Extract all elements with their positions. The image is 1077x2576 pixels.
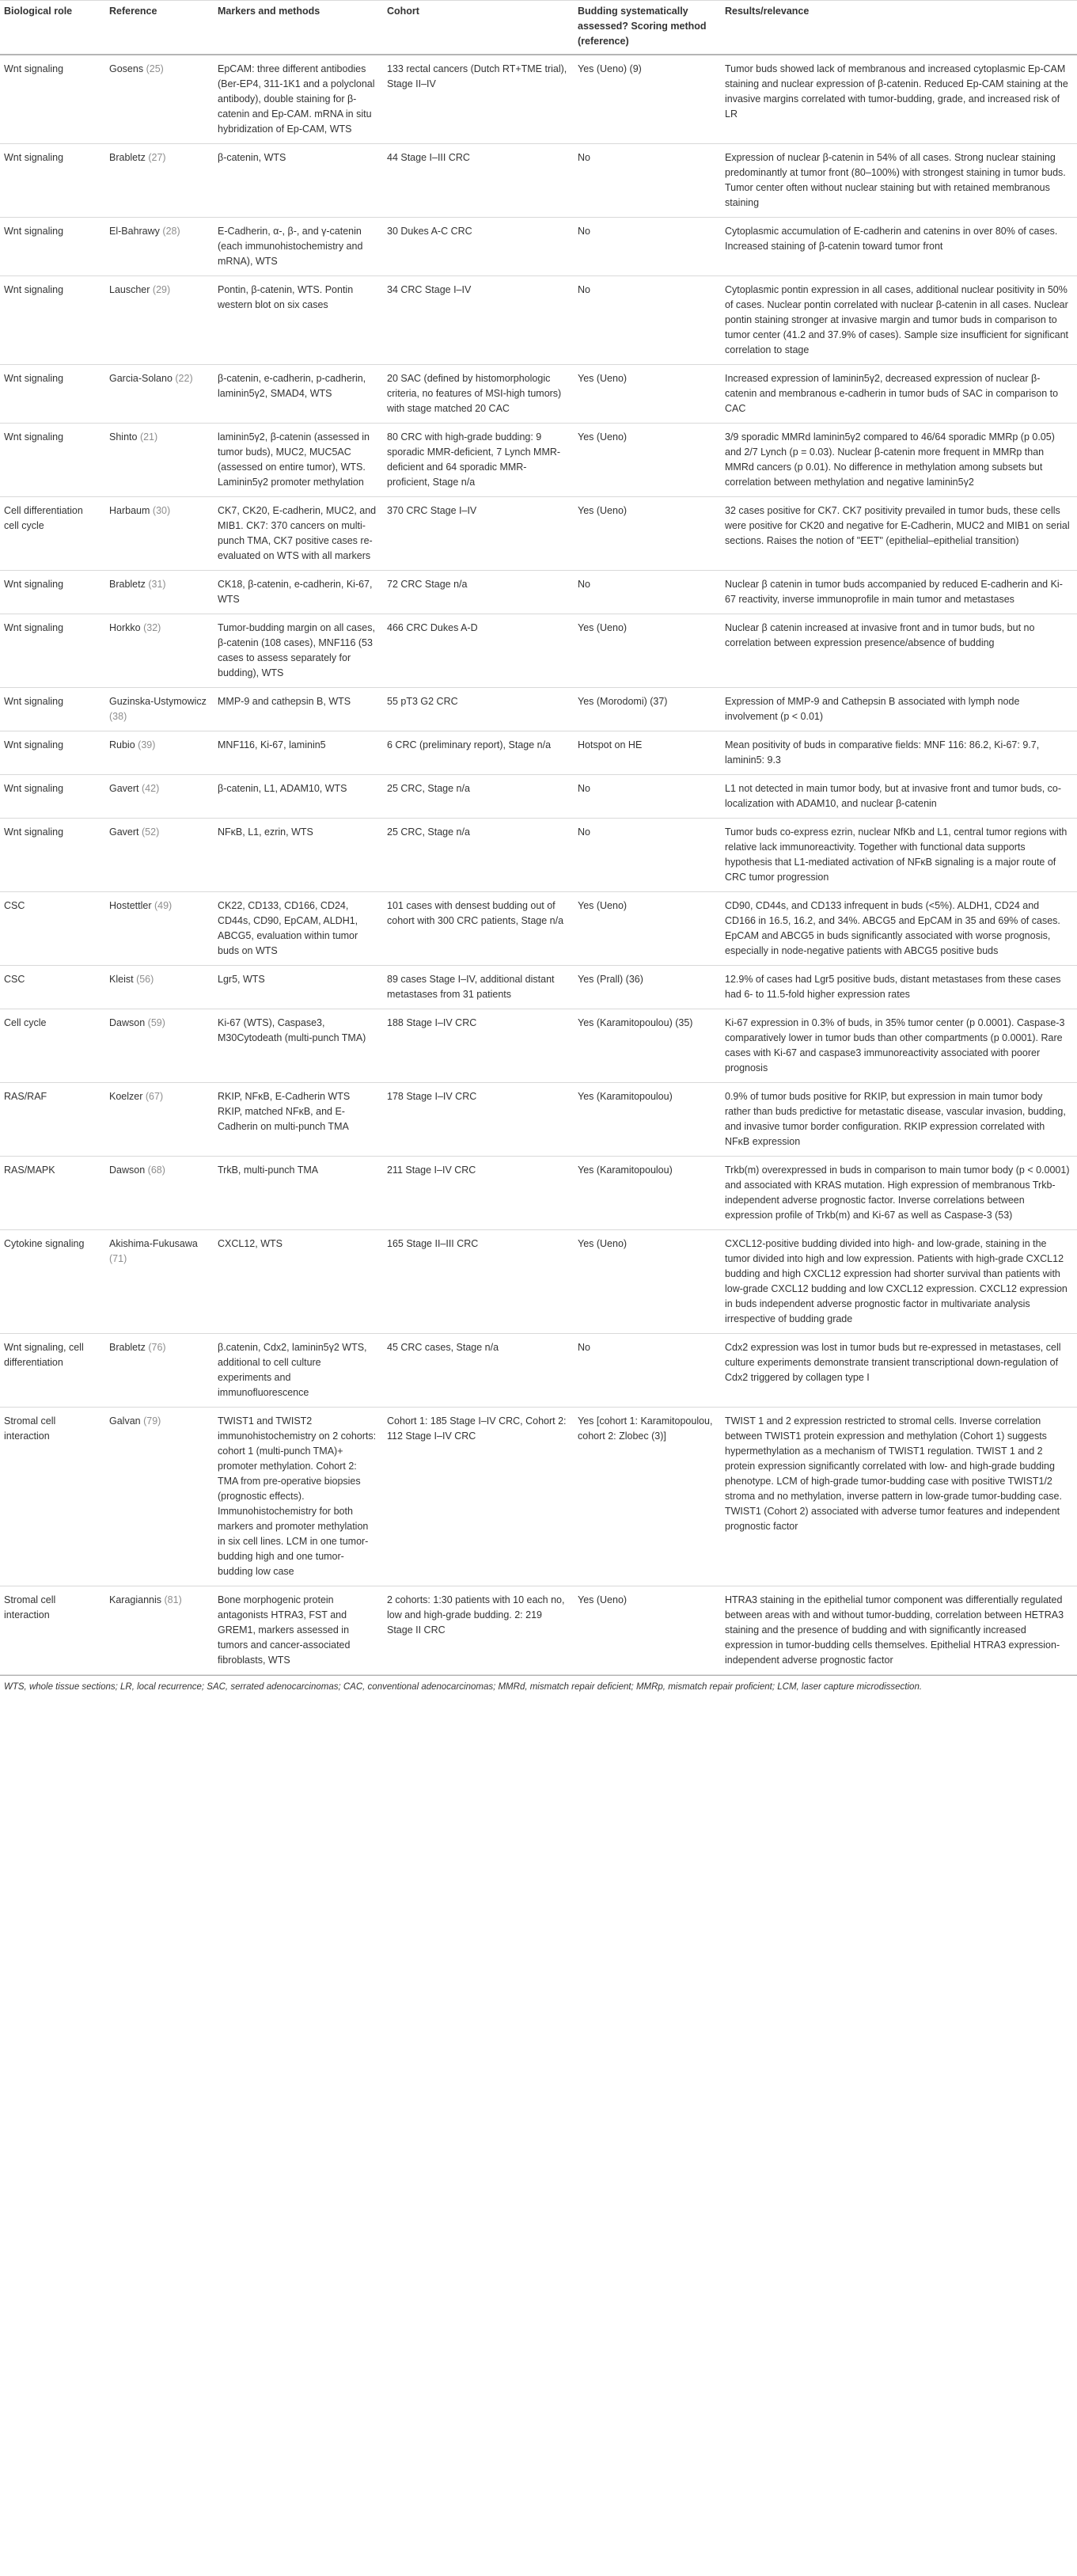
table-row [0,731,1077,775]
cell-markers-methods: β-catenin, WTS [214,144,383,218]
reference-number-link[interactable]: (27) [148,152,166,163]
cell-results-relevance: CD90, CD44s, and CD133 infrequent in buds (<5%). ALDH1, CD24 and CD166 in 16.5, 16.2, and 34%. ABCG5 and EpCAM in 35 and 69% of cases. EpCAM and ABCG5 in buds significantly associated with worse prognosis, especially in node-negative patients with ABCG5 positive buds [721,892,1077,966]
cell-reference [105,1230,214,1334]
cell-budding-assessment: Yes (Ueno) [574,892,721,966]
cell-budding-assessment: No [574,144,721,218]
cell-results-relevance: Ki-67 expression in 0.3% of buds, in 35% tumor center (p 0.0001). Caspase-3 comparatively lower in tumor buds than other compartments (p 0.0001). Rare cases with Ki-67 and caspase3 immunoreactivity associated with poorer prognosis [721,1009,1077,1083]
cell-markers-methods: RKIP, NFκB, E-Cadherin WTS RKIP, matched NFκB, and E-Cadherin on multi-punch TMA [214,1083,383,1157]
reference-number-link[interactable]: (42) [142,783,160,794]
table-row [0,819,1077,892]
cell-markers-methods: E-Cadherin, α-, β-, and γ-catenin (each immunohistochemistry and mRNA), WTS [214,218,383,276]
cell-reference [105,1083,214,1157]
cell-markers-methods: CK7, CK20, E-cadherin, MUC2, and MIB1. CK7: 370 cancers on multi-punch TMA, CK7 positive cases re-evaluated on WTS with all markers [214,497,383,571]
cell-reference [105,365,214,424]
cell-markers-methods: Ki-67 (WTS), Caspase3, M30Cytodeath (multi-punch TMA) [214,1009,383,1083]
cell-results-relevance: Cytoplasmic pontin expression in all cases, additional nuclear positivity in 50% of cases. Nuclear pontin correlated with nuclear β-catenin in all cases. Nuclear pontin staining stronger at invasive margin and tumor buds in comparison to tumor center (41.2 and 37.9% of cases). Sample size insufficient for significant correlation to stage [721,276,1077,365]
header-cohort: Cohort [383,1,574,55]
cell-biological-role: Cell differentiation cell cycle [0,497,105,571]
cell-biological-role: CSC [0,892,105,966]
reference-number-link[interactable]: (38) [109,711,127,722]
cell-cohort: 178 Stage I–IV CRC [383,1083,574,1157]
reference-number-link[interactable]: (56) [136,974,154,985]
cell-biological-role: Wnt signaling [0,614,105,688]
cell-reference [105,218,214,276]
cell-markers-methods: CK22, CD133, CD166, CD24, CD44s, CD90, EpCAM, ALDH1, ABCG5, evaluation within tumor buds on WTS [214,892,383,966]
cell-budding-assessment: No [574,571,721,614]
cell-results-relevance: Cytoplasmic accumulation of E-cadherin and catenins in over 80% of cases. Increased staining of β-catenin toward tumor front [721,218,1077,276]
header-biological-role: Biological role [0,1,105,55]
cell-markers-methods: TWIST1 and TWIST2 immunohistochemistry on 2 cohorts: cohort 1 (multi-punch TMA)+ promoter methylation. Cohort 2: TMA from pre-operative biopsies (prognostic effects). Immunohistochemistry for both markers and promoter methylation in six cell lines. LCM in one tumor-budding high and one tumor-budding low case [214,1408,383,1586]
cell-reference [105,55,214,144]
cell-markers-methods: MMP-9 and cathepsin B, WTS [214,688,383,731]
cell-budding-assessment: Yes (Ueno) [574,497,721,571]
reference-number-link[interactable]: (30) [152,505,171,516]
cell-reference [105,1586,214,1675]
cell-budding-assessment: Hotspot on HE [574,731,721,775]
table-row [0,365,1077,424]
cell-budding-assessment: No [574,276,721,365]
cell-reference [105,1009,214,1083]
cell-markers-methods: MNF116, Ki-67, laminin5 [214,731,383,775]
cell-cohort: 133 rectal cancers (Dutch RT+TME trial), Stage II–IV [383,55,574,144]
cell-results-relevance: Cdx2 expression was lost in tumor buds but re-expressed in metastases, cell culture experiments demonstrate transient transcriptional down-regulation of Cdx2 triggered by collagen type I [721,1334,1077,1408]
cell-reference [105,424,214,497]
reference-author: Lauscher [109,284,150,295]
reference-number-link[interactable]: (21) [139,431,158,443]
cell-reference [105,892,214,966]
cell-biological-role: Wnt signaling [0,775,105,819]
table-row [0,775,1077,819]
reference-number-link[interactable]: (67) [145,1091,164,1102]
table-row [0,1157,1077,1230]
cell-biological-role: CSC [0,966,105,1009]
cell-reference [105,571,214,614]
cell-biological-role: Wnt signaling [0,571,105,614]
cell-reference [105,497,214,571]
reference-number-link[interactable]: (28) [162,226,180,237]
reference-number-link[interactable]: (31) [148,579,166,590]
table-body [0,55,1077,1675]
cell-markers-methods: EpCAM: three different antibodies (Ber-EP4, 311-1K1 and a polyclonal antibody), double staining for β-catenin and Ep-CAM. mRNA in situ hybridization of Ep-CAM, WTS [214,55,383,144]
cell-budding-assessment: Yes (Ueno) [574,365,721,424]
cell-biological-role: Cell cycle [0,1009,105,1083]
cell-budding-assessment: No [574,775,721,819]
cell-results-relevance: 12.9% of cases had Lgr5 positive buds, distant metastases from these cases had 6- to 11.5-fold higher expression rates [721,966,1077,1009]
reference-author: Garcia-Solano [109,373,173,384]
table-row [0,276,1077,365]
cell-reference [105,775,214,819]
reference-author: Shinto [109,431,138,443]
cell-results-relevance: Expression of nuclear β-catenin in 54% of all cases. Strong nuclear staining predominantly at tumor front (80–100%) with strongest staining in tumor buds. Tumor center often without nuclear staining but with retained membranous staining [721,144,1077,218]
cell-reference [105,276,214,365]
cell-budding-assessment: Yes [cohort 1: Karamitopoulou, cohort 2: Zlobec (3)] [574,1408,721,1586]
reference-number-link[interactable]: (32) [143,622,161,633]
reference-number-link[interactable]: (25) [146,63,164,74]
cell-reference [105,144,214,218]
table-row [0,1586,1077,1675]
cell-markers-methods: TrkB, multi-punch TMA [214,1157,383,1230]
reference-author: Rubio [109,739,135,750]
cell-budding-assessment: No [574,1334,721,1408]
cell-results-relevance: CXCL12-positive budding divided into high- and low-grade, staining in the tumor divided into high and low expression. Patients with high-grade CXCL12 budding and high CXCL12 expression had shorter survival than patients with low-grade CXCL12 budding and low CXCL12 expression. CXCL12 expression in buds independent adverse prognostic factor in multivariate analysis irrespective of budding grade [721,1230,1077,1334]
cell-results-relevance: L1 not detected in main tumor body, but at invasive front and tumor buds, co-localization with ADAM10, and nuclear β-catenin [721,775,1077,819]
cell-biological-role: Wnt signaling [0,276,105,365]
reference-author: Brabletz [109,579,146,590]
cell-biological-role: Cytokine signaling [0,1230,105,1334]
cell-results-relevance: 32 cases positive for CK7. CK7 positivity prevailed in tumor buds, these cells were positive for CK20 and negative for E-Cadherin, MUC2 and MIB1 on serial sections. Raises the notion of "EET" (epithelial–epithelial transition) [721,497,1077,571]
cell-results-relevance: HTRA3 staining in the epithelial tumor component was differentially regulated between areas with and without tumor-budding, correlation between HETRA3 staining and the presence of budding and with significantly increased expression in tumor-budding cells themselves. Epithelial HTRA3 expression-independent adverse prognostic factor [721,1586,1077,1675]
cell-reference [105,819,214,892]
cell-reference [105,1157,214,1230]
cell-results-relevance: Increased expression of laminin5γ2, decreased expression of nuclear β-catenin and membranous e-cadherin in tumor buds of SAC in comparison to CAC [721,365,1077,424]
table-row [0,966,1077,1009]
cell-budding-assessment: Yes (Ueno) [574,1586,721,1675]
reference-author: Gosens [109,63,144,74]
cell-cohort: 80 CRC with high-grade budding: 9 sporadic MMR-deficient, 7 Lynch MMR-deficient and 64 sporadic MMR-proficient, Stage n/a [383,424,574,497]
table-row [0,614,1077,688]
cell-reference [105,1334,214,1408]
cell-cohort: 89 cases Stage I–IV, additional distant metastases from 31 patients [383,966,574,1009]
cell-cohort: 25 CRC, Stage n/a [383,775,574,819]
cell-cohort: 466 CRC Dukes A-D [383,614,574,688]
cell-reference [105,1408,214,1586]
cell-biological-role: RAS/RAF [0,1083,105,1157]
cell-markers-methods: β.catenin, Cdx2, laminin5γ2 WTS, additional to cell culture experiments and immunofluorescence [214,1334,383,1408]
table-row [0,1334,1077,1408]
reference-author: Brabletz [109,1342,146,1353]
cell-markers-methods: NFκB, L1, ezrin, WTS [214,819,383,892]
reference-number-link[interactable]: (81) [164,1594,182,1605]
cell-markers-methods: β-catenin, L1, ADAM10, WTS [214,775,383,819]
cell-budding-assessment: Yes (Ueno) [574,424,721,497]
cell-cohort: Cohort 1: 185 Stage I–IV CRC, Cohort 2: 112 Stage I–IV CRC [383,1408,574,1586]
table-row [0,218,1077,276]
header-row [0,1,1077,55]
cell-markers-methods: Tumor-budding margin on all cases, β-catenin (108 cases), MNF116 (53 cases to assess separately for budding), WTS [214,614,383,688]
cell-biological-role: RAS/MAPK [0,1157,105,1230]
cell-cohort: 370 CRC Stage I–IV [383,497,574,571]
cell-results-relevance: Mean positivity of buds in comparative fields: MNF 116: 86.2, Ki-67: 9.7, laminin5: 9.3 [721,731,1077,775]
cell-budding-assessment: Yes (Karamitopoulou) [574,1157,721,1230]
table-header [0,1,1077,55]
reference-author: Dawson [109,1165,146,1176]
cell-biological-role: Wnt signaling [0,819,105,892]
cell-biological-role: Wnt signaling [0,365,105,424]
table-footnote: WTS, whole tissue sections; LR, local recurrence; SAC, serrated adenocarcinomas; CAC, conventional adenocarcinomas; MMRd, mismatch repair deficient; MMRp, mismatch repair proficient; LCM, laser capture microdissection. [4,1682,923,1692]
cell-markers-methods: Pontin, β-catenin, WTS. Pontin western blot on six cases [214,276,383,365]
header-reference: Reference [105,1,214,55]
cell-markers-methods: Bone morphogenic protein antagonists HTRA3, FST and GREM1, markers assessed in tumors and cancer-associated fibroblasts, WTS [214,1586,383,1675]
cell-results-relevance: 0.9% of tumor buds positive for RKIP, but expression in main tumor body rather than buds predictive for metastatic disease, vascular invasion, budding, and invasive tumor border configuration. RKIP expression correlated with NFκB expression [721,1083,1077,1157]
cell-results-relevance: Nuclear β catenin increased at invasive front and in tumor buds, but no correlation between expression presence/absence of budding [721,614,1077,688]
header-budding: Budding systematically assessed? Scoring method (reference) [574,1,721,55]
cell-budding-assessment: No [574,819,721,892]
table-row [0,424,1077,497]
cell-budding-assessment: Yes (Prall) (36) [574,966,721,1009]
reference-author: El-Bahrawy [109,226,160,237]
cell-biological-role: Wnt signaling [0,731,105,775]
reference-author: Galvan [109,1415,141,1427]
cell-budding-assessment: Yes (Morodomi) (37) [574,688,721,731]
reference-author: Gavert [109,783,139,794]
cell-cohort: 25 CRC, Stage n/a [383,819,574,892]
reference-author: Gavert [109,826,139,838]
cell-markers-methods: laminin5γ2, β-catenin (assessed in tumor buds), MUC2, MUC5AC (assessed on entire tumor), WTS. Laminin5γ2 promoter methylation [214,424,383,497]
cell-biological-role: Wnt signaling [0,144,105,218]
table-row [0,571,1077,614]
cell-cohort: 2 cohorts: 1:30 patients with 10 each no, low and high-grade budding. 2: 219 Stage II CRC [383,1586,574,1675]
reference-number-link[interactable]: (79) [143,1415,161,1427]
cell-markers-methods: Lgr5, WTS [214,966,383,1009]
cell-markers-methods: β-catenin, e-cadherin, p-cadherin, laminin5γ2, SMAD4, WTS [214,365,383,424]
cell-biological-role: Stromal cell interaction [0,1408,105,1586]
cell-biological-role: Stromal cell interaction [0,1586,105,1675]
reference-number-link[interactable]: (52) [142,826,160,838]
cell-reference [105,966,214,1009]
cell-budding-assessment: Yes (Ueno) [574,614,721,688]
cell-budding-assessment: Yes (Karamitopoulou) (35) [574,1009,721,1083]
reference-author: Harbaum [109,505,150,516]
cell-biological-role: Wnt signaling, cell differentiation [0,1334,105,1408]
cell-cohort: 30 Dukes A-C CRC [383,218,574,276]
cell-results-relevance: Tumor buds showed lack of membranous and increased cytoplasmic Ep-CAM staining and nuclear expression of β-catenin. Reduced Ep-CAM staining at the invasive margins correlated with tumor-budding, grade, and increased risk of LR [721,55,1077,144]
cell-budding-assessment: Yes (Ueno) [574,1230,721,1334]
cell-results-relevance: Nuclear β catenin in tumor buds accompanied by reduced E-cadherin and Ki-67 reactivity, inverse immunoprofile in main tumor and metastases [721,571,1077,614]
reference-author: Hostettler [109,900,152,911]
cell-cohort: 6 CRC (preliminary report), Stage n/a [383,731,574,775]
cell-results-relevance: Expression of MMP-9 and Cathepsin B associated with lymph node involvement (p < 0.01) [721,688,1077,731]
cell-biological-role: Wnt signaling [0,55,105,144]
table-row [0,144,1077,218]
cell-budding-assessment: No [574,218,721,276]
cell-markers-methods: CK18, β-catenin, e-cadherin, Ki-67, WTS [214,571,383,614]
cell-cohort: 188 Stage I–IV CRC [383,1009,574,1083]
cell-cohort: 20 SAC (defined by histomorphologic criteria, no features of MSI-high tumors) with stage matched 20 CAC [383,365,574,424]
cell-reference [105,688,214,731]
header-results: Results/relevance [721,1,1077,55]
cell-cohort: 34 CRC Stage I–IV [383,276,574,365]
table-row [0,1408,1077,1586]
cell-cohort: 44 Stage I–III CRC [383,144,574,218]
cell-budding-assessment: Yes (Ueno) (9) [574,55,721,144]
reference-author: Kleist [109,974,134,985]
reference-author: Brabletz [109,152,146,163]
reference-number-link[interactable]: (22) [175,373,193,384]
cell-cohort: 101 cases with densest budding out of cohort with 300 CRC patients, Stage n/a [383,892,574,966]
cell-results-relevance: TWIST 1 and 2 expression restricted to stromal cells. Inverse correlation between TWIST1 protein expression and methylation (Cohort 1) suggests hypermethylation as a mechanism of TWIST1 regulation. TWIST 1 and 2 protein expression significantly correlated with low- and high-grade budding phenotype. LCM of high-grade tumor-budding case with positive TWIST1/2 stroma and no methylation, inverse pattern in low-grade tumor-budding case. TWIST1 (Cohort 2) associated with adverse tumor features and independent prognostic factor [721,1408,1077,1586]
cell-cohort: 211 Stage I–IV CRC [383,1157,574,1230]
cell-results-relevance: Trkb(m) overexpressed in buds in comparison to main tumor body (p < 0.0001) and associated with KRAS mutation. High expression of membranous Trkb-independent adverse prognostic factor. Inverse correlations between expression profile of Trkb(m) and Ki-67 as well as Caspase-3 (53) [721,1157,1077,1230]
reference-author: Dawson [109,1017,146,1028]
cell-budding-assessment: Yes (Karamitopoulou) [574,1083,721,1157]
cell-results-relevance: 3/9 sporadic MMRd laminin5γ2 compared to 46/64 sporadic MMRp (p 0.05) and 2/7 Lynch (p = 0.03). Nuclear β-catenin more frequent in MMRp than MMRd cancers (p 0.01). No difference in methylation among subsets but correlation between methylation and negative laminin5γ2 [721,424,1077,497]
reference-number-link[interactable]: (76) [148,1342,166,1353]
reference-number-link[interactable]: (29) [152,284,171,295]
cell-reference [105,731,214,775]
cell-markers-methods: CXCL12, WTS [214,1230,383,1334]
header-markers: Markers and methods [214,1,383,55]
cell-cohort: 45 CRC cases, Stage n/a [383,1334,574,1408]
reference-author: Karagiannis [109,1594,162,1605]
table-row [0,688,1077,731]
reference-number-link[interactable]: (59) [147,1017,165,1028]
reference-author: Akishima-Fukusawa [109,1238,198,1249]
reference-number-link[interactable]: (49) [154,900,173,911]
cell-biological-role: Wnt signaling [0,424,105,497]
table-row [0,892,1077,966]
table-row [0,497,1077,571]
table-row [0,55,1077,144]
reference-author: Horkko [109,622,141,633]
cell-cohort: 55 pT3 G2 CRC [383,688,574,731]
cell-results-relevance: Tumor buds co-express ezrin, nuclear NfKb and L1, central tumor regions with relative lack immunoreactivity. Together with functional data supports hypothesis that L1-mediated activation of NFκB signaling is a major route of CRC tumor progression [721,819,1077,892]
reference-number-link[interactable]: (71) [109,1253,127,1264]
reference-number-link[interactable]: (39) [138,739,156,750]
reference-number-link[interactable]: (68) [147,1165,165,1176]
reference-author: Koelzer [109,1091,143,1102]
cell-reference [105,614,214,688]
table-row [0,1009,1077,1083]
cell-biological-role: Wnt signaling [0,218,105,276]
cell-cohort: 165 Stage II–III CRC [383,1230,574,1334]
cell-biological-role: Wnt signaling [0,688,105,731]
table-row [0,1083,1077,1157]
cell-cohort: 72 CRC Stage n/a [383,571,574,614]
reference-author: Guzinska-Ustymowicz [109,696,207,707]
table-row [0,1230,1077,1334]
